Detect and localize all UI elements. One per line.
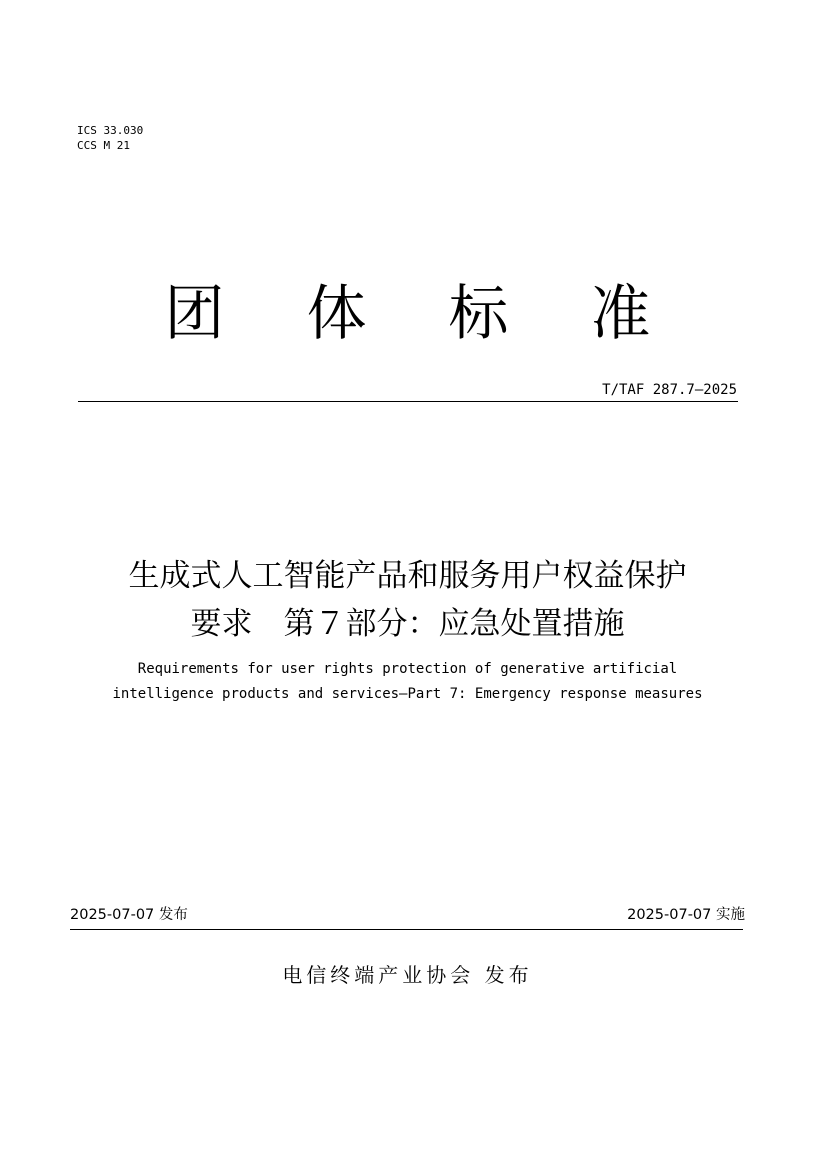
- title-chinese-line-2: 要求 第７部分：应急处置措施: [190, 606, 625, 642]
- footer-divider: [70, 929, 743, 930]
- standard-type-heading: 团体标准: [164, 279, 733, 349]
- publish-date: 2025-07-07 发布: [70, 907, 188, 923]
- classification-codes: [77, 123, 143, 153]
- title-chinese-line-1: 生成式人工智能产品和服务用户权益保护: [128, 558, 687, 594]
- ccs-code: CCS M 21: [77, 139, 130, 152]
- header-divider: [78, 401, 738, 402]
- title-english-line-2: intelligence products and services—Part 7: Emergency response measures: [112, 686, 703, 702]
- standard-number: T/TAF 287.7—2025: [602, 382, 737, 398]
- title-english: [20, 657, 795, 707]
- title-english-line-1: Requirements for user rights protection of generative artificial: [137, 661, 678, 677]
- publisher: 电信终端产业协会 发布: [282, 963, 533, 987]
- effective-date: 2025-07-07 实施: [627, 907, 745, 923]
- title-chinese: [40, 552, 775, 648]
- ics-code: ICS 33.030: [77, 124, 144, 137]
